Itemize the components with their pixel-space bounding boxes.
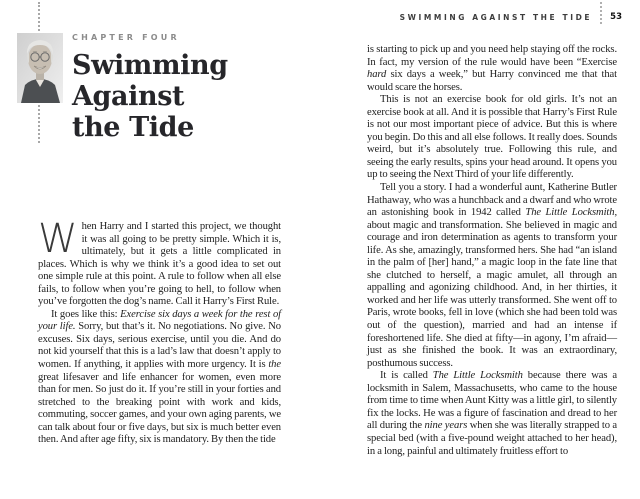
text-run: Sorry, but that’s it. No negotiations. No give. No excuses. Six days, serious exercise, until you die. And do not kid yourself that this is a lad’s law that doesn’t apply to women. If anything, it applies with more urgency. It is bbox=[38, 321, 281, 371]
chapter-kicker: CHAPTER FOUR bbox=[72, 33, 180, 42]
text-run: It is called bbox=[380, 370, 433, 382]
page-number: 53 bbox=[610, 12, 622, 22]
text-run: is starting to pick up and you need help staying off the rocks. In fact, my version of the rule would have been “Exercise bbox=[367, 44, 617, 68]
text-run: when she was literally strapped to a special bed (with a five-pound weight attached to her head), in a long, painful and ultimately fruitless effort to bbox=[367, 420, 618, 457]
text-run: It goes like this: bbox=[51, 308, 121, 320]
right-page bbox=[320, 0, 640, 499]
italic-text-run: the bbox=[268, 359, 281, 371]
chapter-opener bbox=[72, 33, 228, 143]
chapter-title-line: the Tide bbox=[72, 112, 194, 143]
body-paragraph bbox=[367, 44, 617, 94]
italic-text-run: Exercise six days a week for the rest of your life. bbox=[38, 308, 281, 333]
text-run: because there was a locksmith in Salem, Massachusetts, who came to the house from time to time when Aunt Kitty was a little girl, to silently fix the locks. He was a figure of fascination and dread to her all during the bbox=[367, 370, 617, 432]
text-run: Tell you a story. I had a wonderful aunt, Katherine Butler Hathaway, who was a hunchback and a dwarf and who wrote an astonishing book in 1942 called bbox=[367, 182, 617, 219]
drop-cap: W bbox=[38, 216, 77, 262]
body-paragraph bbox=[38, 216, 281, 309]
body-paragraph bbox=[38, 309, 281, 447]
text-run: hen Harry and I started this project, we thought it was all going to be pretty simple. Which it is, ultimately, but it gets a little complicated in places. Which is why we think it’s a good idea to set out one simple rule at this point. A rule to follow when all else fails, to follow when you’re going to hell, to follow when you’ve forgotten the dog’s name. Call it Harry’s First Rule. bbox=[38, 221, 281, 308]
chapter-title-line: Against bbox=[72, 81, 185, 112]
author-photo bbox=[17, 33, 63, 103]
text-run: six days a week,” but Harry convinced me that that would scare the horses. bbox=[367, 69, 617, 93]
right-body-text bbox=[367, 44, 617, 458]
running-head-dotted-separator bbox=[600, 2, 602, 24]
running-head bbox=[400, 0, 622, 24]
text-run: great lifesaver and life enhancer for women, even more than for men. So just do it. If you’re still in your forties and stretched to the breaking point with work and kids, commuting, soccer games, and your own aging parents, we can talk about four or five days, but six is much better even then. And after age fifty, six is mandatory. By then the tide bbox=[38, 371, 281, 446]
body-paragraph bbox=[367, 94, 617, 182]
body-paragraph bbox=[367, 370, 617, 458]
italic-text-run: nine years bbox=[424, 420, 468, 432]
italic-text-run: The Little Locksmith bbox=[432, 370, 523, 382]
text-run: about magic and transformation. She believed in magic and courage and iron determination as agents to transform your life. As she, amazingly, transformed hers. She had “an island in the palm of [her] hand,” a magic loop in the fate line that she clutched to herself, a magic amulet, all through an appalling and agonizing childhood. And, in her thirties, it worked and her life was utterly transformed. She went off to Paris, wrote books, fell in love (which she had been told was out of the question), married and had an intense if foreshortened life. She died at fifty—in agony, I’m afraid—just as she finished the book. It was an extraordinary, posthumous success. bbox=[367, 219, 617, 369]
italic-text-run: The Little Locksmith, bbox=[525, 207, 618, 219]
italic-text-run: hard bbox=[367, 69, 387, 81]
text-run: This is not an exercise book for old girls. It’s not an exercise book at all. And it is possible that Harry’s First Rule is not our most important piece of advice. But this is where you begin. Do this and all else follows. It really does. Sounds weird, but it’s absolutely true. Following this rule, and seeing the early results, spins your head around. It opens you up to seeing the Next Third of your life differently. bbox=[367, 94, 617, 181]
body-paragraph bbox=[367, 182, 617, 370]
author-photo-graphic bbox=[17, 33, 63, 103]
chapter-title bbox=[72, 50, 228, 143]
left-body-text bbox=[38, 216, 281, 447]
running-head-title: SWIMMING AGAINST THE TIDE bbox=[399, 13, 593, 22]
chapter-title-line: Swimming bbox=[72, 50, 228, 81]
